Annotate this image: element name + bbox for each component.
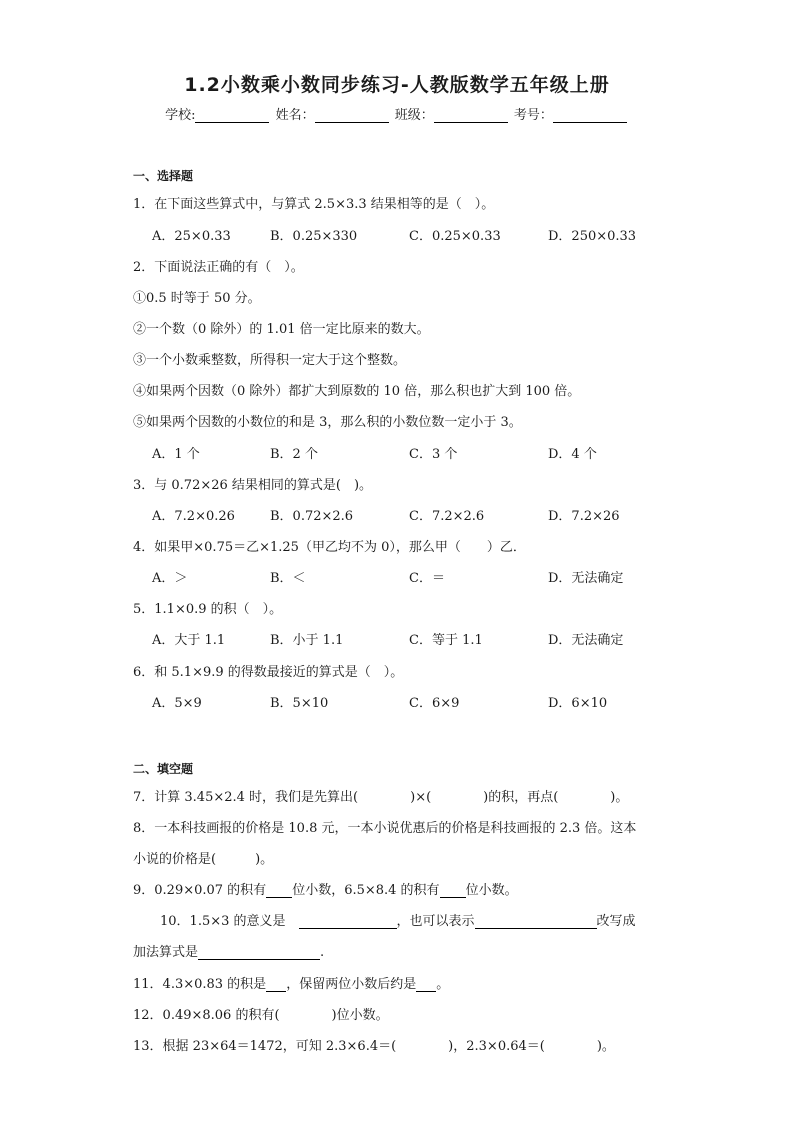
option-d[interactable]: D．7.2×26	[548, 509, 620, 524]
q10-blank-3[interactable]	[198, 945, 320, 960]
q11-text-2: ，保留两位小数后约是	[286, 977, 417, 992]
question-7: 7．计算 3.45×2.4 时，我们是先算出( )×( )的积，再点( )。	[133, 790, 629, 805]
option-b[interactable]: B．0.25×330	[270, 229, 358, 244]
class-blank[interactable]	[434, 108, 508, 123]
option-c[interactable]: C．＝	[409, 571, 445, 586]
option-c[interactable]: C．7.2×2.6	[409, 509, 485, 524]
question-2-options	[152, 443, 652, 461]
option-a[interactable]: A．1 个	[152, 447, 200, 462]
question-1: 1．在下面这些算式中，与算式 2.5×3.3 结果相等的是（ ）。	[133, 197, 495, 212]
statement-1: ①0.5 时等于 50 分。	[133, 291, 261, 306]
option-a[interactable]: A．25×0.33	[152, 229, 231, 244]
option-d[interactable]: D．无法确定	[548, 571, 624, 586]
question-1-options	[152, 225, 652, 243]
q10-text-3: 改写成	[596, 914, 636, 929]
section-heading-choice: 一、选择题	[133, 169, 194, 183]
question-13: 13．根据 23×64＝1472，可知 2.3×6.4＝( )，2.3×0.64＝( )。	[133, 1039, 615, 1054]
q10-blank-2[interactable]	[475, 914, 597, 929]
option-a[interactable]: A．＞	[152, 571, 188, 586]
question-5-options	[152, 629, 652, 647]
option-c[interactable]: C．6×9	[409, 696, 460, 711]
question-10-line-1	[160, 910, 636, 929]
q11-blank-1[interactable]	[266, 977, 286, 992]
question-4-options	[152, 567, 652, 585]
option-c[interactable]: C．0.25×0.33	[409, 229, 501, 244]
question-9	[133, 879, 518, 898]
question-8-line-2: 小说的价格是( )。	[133, 852, 274, 867]
q9-blank-2[interactable]	[440, 883, 466, 898]
class-label: 班级：	[394, 108, 434, 123]
q9-text-2: 位小数，6.5×8.4 的积有	[292, 883, 440, 898]
question-5: 5．1.1×0.9 的积（ ）。	[133, 602, 283, 617]
option-b[interactable]: B．5×10	[270, 696, 329, 711]
option-a[interactable]: A．大于 1.1	[152, 633, 226, 648]
question-4: 4．如果甲×0.75＝乙×1.25（甲乙均不为 0），那么甲（ ）乙．	[133, 540, 526, 555]
name-label: 姓名：	[275, 108, 315, 123]
q11-text-1: 11．4.3×0.83 的积是	[133, 977, 267, 992]
q10-text-5: .	[320, 945, 325, 960]
q10-blank-1[interactable]	[299, 914, 397, 929]
statement-2: ②一个数（0 除外）的 1.01 倍一定比原来的数大。	[133, 322, 430, 337]
q9-text-3: 位小数。	[465, 883, 518, 898]
student-info-row	[0, 104, 794, 123]
name-blank[interactable]	[315, 108, 389, 123]
option-d[interactable]: D．250×0.33	[548, 229, 637, 244]
school-label: 学校:	[165, 108, 196, 123]
question-8-line-1: 8．一本科技画报的价格是 10.8 元，一本小说优惠后的价格是科技画报的 2.3 倍。这本	[133, 821, 637, 836]
id-label: 考号：	[513, 108, 553, 123]
q11-text-3: 。	[436, 977, 450, 992]
statement-4: ④如果两个因数（0 除外）都扩大到原数的 10 倍，那么积也扩大到 100 倍。	[133, 384, 581, 399]
page-title: 1.2小数乘小数同步练习-人教版数学五年级上册	[184, 74, 610, 96]
q11-blank-2[interactable]	[416, 977, 436, 992]
q10-text-1: 10．1.5×3 的意义是	[160, 914, 299, 929]
q9-text-1: 9．0.29×0.07 的积有	[133, 883, 267, 898]
question-3: 3．与 0.72×26 结果相同的算式是( )。	[133, 478, 373, 493]
option-b[interactable]: B．小于 1.1	[270, 633, 344, 648]
q10-text-2: ，也可以表示	[396, 914, 475, 929]
question-6-options	[152, 692, 652, 710]
question-10-line-2	[133, 941, 324, 960]
option-b[interactable]: B．＜	[270, 571, 306, 586]
option-d[interactable]: D．6×10	[548, 696, 608, 711]
option-a[interactable]: A．5×9	[152, 696, 202, 711]
option-d[interactable]: D．无法确定	[548, 633, 624, 648]
question-3-options	[152, 505, 652, 523]
question-6: 6．和 5.1×9.9 的得数最接近的算式是（ ）。	[133, 665, 404, 680]
q10-text-4: 加法算式是	[133, 945, 199, 960]
option-b[interactable]: B．2 个	[270, 447, 318, 462]
option-a[interactable]: A．7.2×0.26	[152, 509, 235, 524]
section-heading-fill: 二、填空题	[133, 762, 194, 776]
option-b[interactable]: B．0.72×2.6	[270, 509, 354, 524]
statement-5: ⑤如果两个因数的小数位的和是 3，那么积的小数位数一定小于 3。	[133, 415, 522, 430]
school-blank[interactable]	[195, 108, 269, 123]
q9-blank-1[interactable]	[266, 883, 292, 898]
id-blank[interactable]	[553, 108, 627, 123]
question-11	[133, 973, 449, 992]
statement-3: ③一个小数乘整数，所得积一定大于这个整数。	[133, 353, 407, 368]
option-c[interactable]: C．等于 1.1	[409, 633, 483, 648]
question-2: 2．下面说法正确的有（ ）。	[133, 260, 304, 275]
option-d[interactable]: D．4 个	[548, 447, 597, 462]
option-c[interactable]: C．3 个	[409, 447, 458, 462]
question-12: 12．0.49×8.06 的积有( )位小数。	[133, 1008, 389, 1023]
